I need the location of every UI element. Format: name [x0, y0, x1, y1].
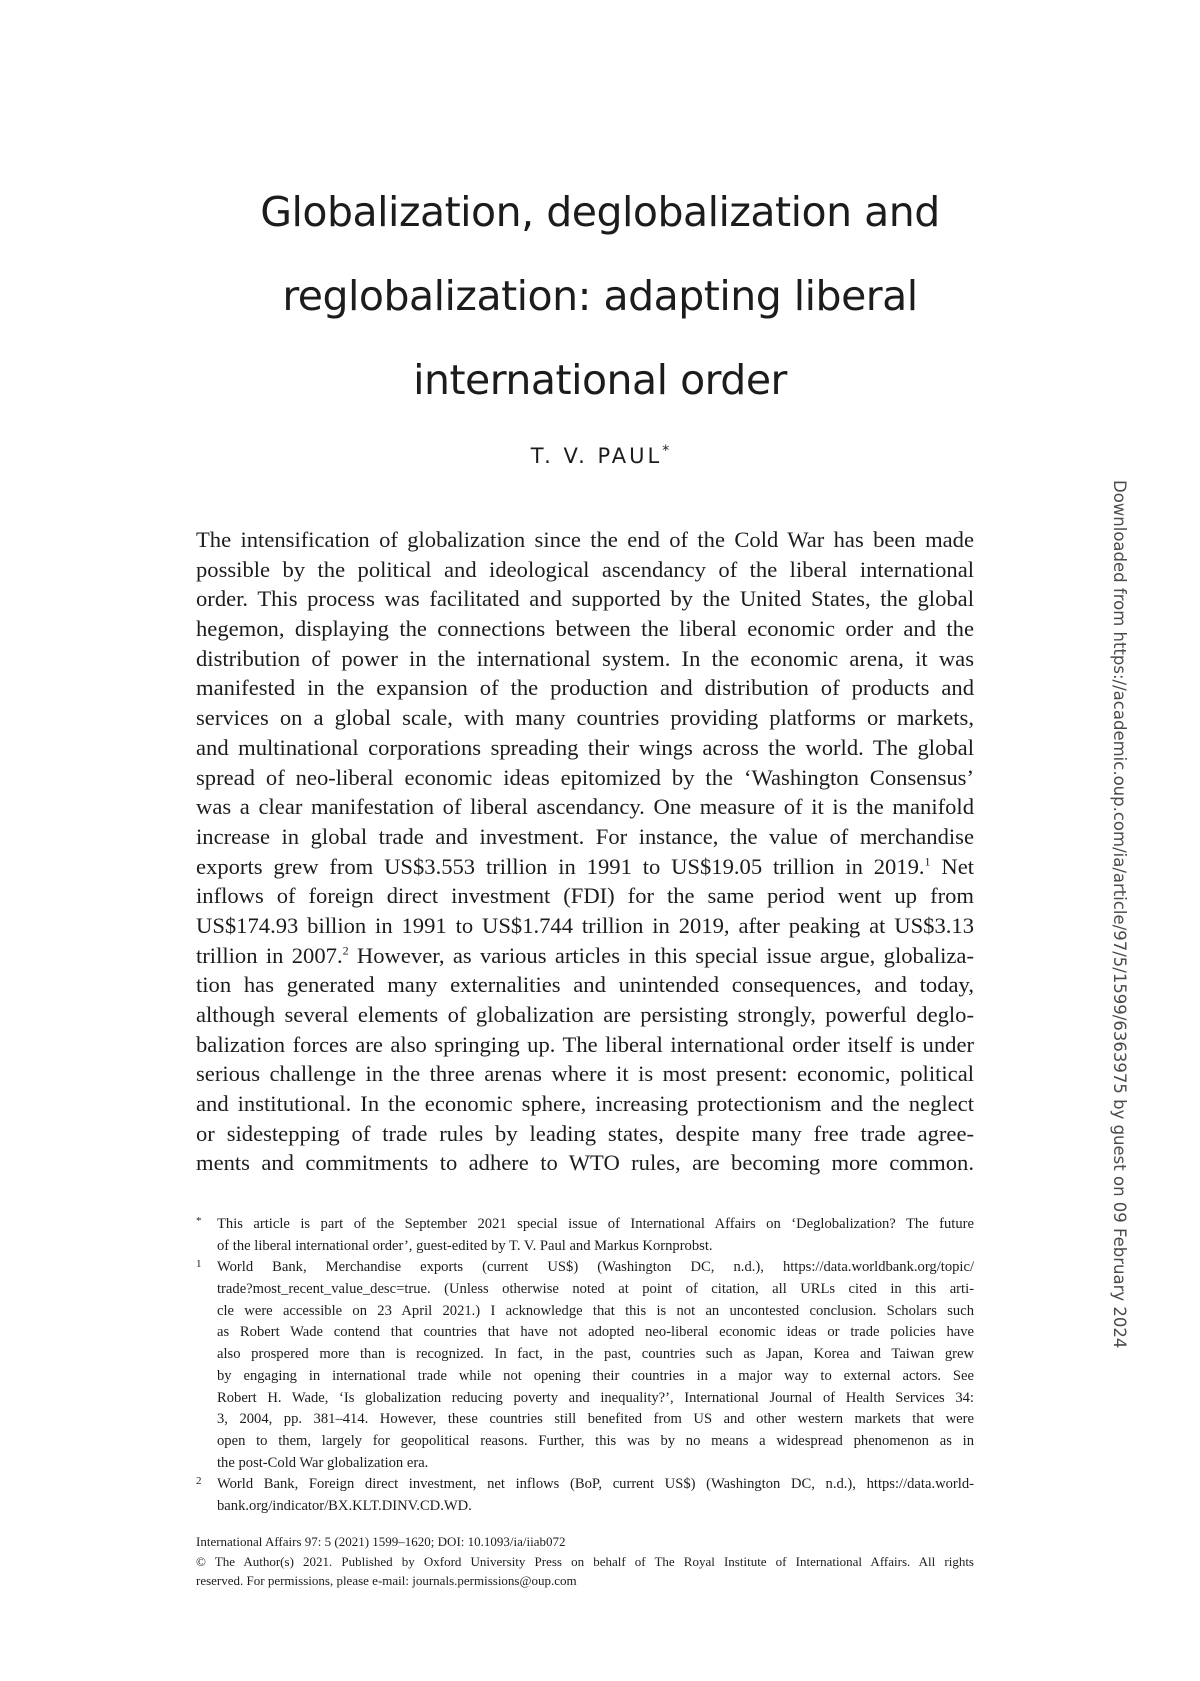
- title-line-3: international order: [413, 356, 787, 404]
- abstract-line: spread of neo-liberal economic ideas epitomized by the ‘Washington Consensus’: [196, 764, 974, 790]
- abstract-line: inflows of foreign direct investment (FDI) for the same period went up from: [196, 883, 974, 909]
- author-footnote-mark: *: [662, 443, 670, 459]
- abstract-line: order. This process was facilitated and supported by the United States, the global: [196, 586, 974, 612]
- footnote-line: bank.org/indicator/BX.KLT.DINV.CD.WD.: [217, 1497, 472, 1514]
- footnote-line: trade?most_recent_value_desc=true. (Unless otherwise noted at point of citation, all URLs cited in this arti-: [217, 1281, 974, 1298]
- abstract-line: possible by the political and ideological ascendancy of the liberal international: [196, 556, 974, 582]
- abstract-line: [196, 941, 974, 971]
- author-name: T. V. PAUL: [530, 444, 663, 468]
- footnote-line: This article is part of the September 2021 special issue of International Affairs on ‘Deglobalization? The future: [217, 1216, 974, 1232]
- citation-line: International Affairs 97: 5 (2021) 1599–1620; DOI: 10.1093/ia/iiab072: [196, 1534, 566, 1549]
- author-byline: [180, 443, 1020, 468]
- abstract-text: Net: [930, 853, 975, 879]
- footnotes: [196, 1214, 974, 1518]
- footnote-mark: 1: [196, 1258, 202, 1271]
- abstract-line: tion has generated many externalities and unintended consequences, and today,: [196, 972, 974, 998]
- abstract-line: and institutional. In the economic sphere, increasing protectionism and the neglect: [196, 1091, 974, 1117]
- abstract-line: balization forces are also springing up. The liberal international order itself is under: [196, 1031, 974, 1057]
- title-line-1: Globalization, deglobalization and: [260, 188, 940, 236]
- footnote-1: [196, 1257, 974, 1474]
- abstract-line: services on a global scale, with many countries providing platforms or markets,: [196, 705, 974, 731]
- abstract-line: distribution of power in the international system. In the economic arena, it was: [196, 645, 974, 671]
- footnote-line: cle were accessible on 23 April 2021.) I acknowledge that this is not an uncontested conclusion. Scholars such: [217, 1302, 974, 1319]
- abstract-text: exports grew from US$3.553 trillion in 1991 to US$19.05 trillion in 2019.: [196, 853, 925, 879]
- abstract-line: increase in global trade and investment. For instance, the value of merchandise: [196, 823, 974, 849]
- footnote-line: Robert H. Wade, ‘Is globalization reducing poverty and inequality?’, International Journal of Health Services 34:: [217, 1389, 974, 1406]
- abstract-line: US$174.93 billion in 1991 to US$1.744 trillion in 2019, after peaking at US$3.13: [196, 912, 974, 938]
- footnote-mark: *: [196, 1215, 202, 1227]
- abstract-line: hegemon, displaying the connections between the liberal economic order and the: [196, 616, 974, 642]
- permissions-line: reserved. For permissions, please e-mail: journals.permissions@oup.com: [196, 1573, 577, 1588]
- footnote-line: also prospered more than is recognized. In fact, in the past, countries such as Japan, Korea and Taiwan grew: [217, 1346, 974, 1363]
- abstract-line: and multinational corporations spreading their wings across the world. The global: [196, 734, 974, 760]
- footnote-line: World Bank, Merchandise exports (current US$) (Washington DC, n.d.), https://data.worldbank.org/topic/: [217, 1259, 974, 1276]
- footnote-ref-1[interactable]: 1: [924, 854, 931, 869]
- abstract-line: manifested in the expansion of the production and distribution of products and: [196, 675, 974, 701]
- download-stamp: Downloaded from https://academic.oup.com/ia/article/97/5/1599/6363975 by guest on 09 February 2024: [1110, 480, 1129, 1349]
- abstract-line: ments and commitments to adhere to WTO rules, are becoming more common.: [196, 1150, 974, 1176]
- footnote-line: by engaging in international trade while not opening their countries in a major way to external actors. See: [217, 1367, 974, 1384]
- footnote-2: [196, 1474, 974, 1517]
- footnote-author: [196, 1214, 974, 1257]
- copyright-line: © The Author(s) 2021. Published by Oxford University Press on behalf of The Royal Institute of International Affairs. All rights: [196, 1553, 974, 1569]
- abstract-line: or sidestepping of trade rules by leading states, despite many free trade agree-: [196, 1120, 974, 1146]
- footnote-ref-2[interactable]: 2: [342, 943, 349, 958]
- abstract-line: although several elements of globalization are persisting strongly, powerful deglo-: [196, 1002, 974, 1027]
- abstract-text: trillion in 2007.: [196, 942, 343, 968]
- footnote-line: of the liberal international order’, guest-edited by T. V. Paul and Markus Kornprobst.: [217, 1237, 713, 1254]
- abstract-paragraph: [196, 525, 974, 1178]
- article-title: [180, 170, 1020, 422]
- title-line-2: reglobalization: adapting liberal: [282, 272, 918, 320]
- footnote-line: the post-Cold War globalization era.: [217, 1454, 429, 1471]
- abstract-line: was a clear manifestation of liberal ascendancy. One measure of it is the manifold: [196, 794, 974, 820]
- abstract-text: However, as various articles in this special issue argue, globaliza-: [348, 942, 974, 968]
- footnote-line: open to them, largely for geopolitical reasons. Further, this was by no means a widespread phenomenon as in: [217, 1432, 974, 1449]
- footnote-mark: 2: [196, 1475, 202, 1488]
- abstract-line: serious challenge in the three arenas where it is most present: economic, political: [196, 1061, 974, 1087]
- abstract-line: [196, 852, 974, 882]
- abstract-line: The intensification of globalization since the end of the Cold War has been made: [196, 527, 974, 552]
- footnote-line: 3, 2004, pp. 381–414. However, these countries still benefited from US and other western markets that were: [217, 1411, 974, 1428]
- publication-info: [196, 1532, 974, 1591]
- footnote-line: as Robert Wade contend that countries that have not adopted neo-liberal economic ideas or trade policies have: [217, 1324, 974, 1341]
- footnote-line: World Bank, Foreign direct investment, net inflows (BoP, current US$) (Washington DC, n.d.), https://data.world-: [217, 1476, 974, 1493]
